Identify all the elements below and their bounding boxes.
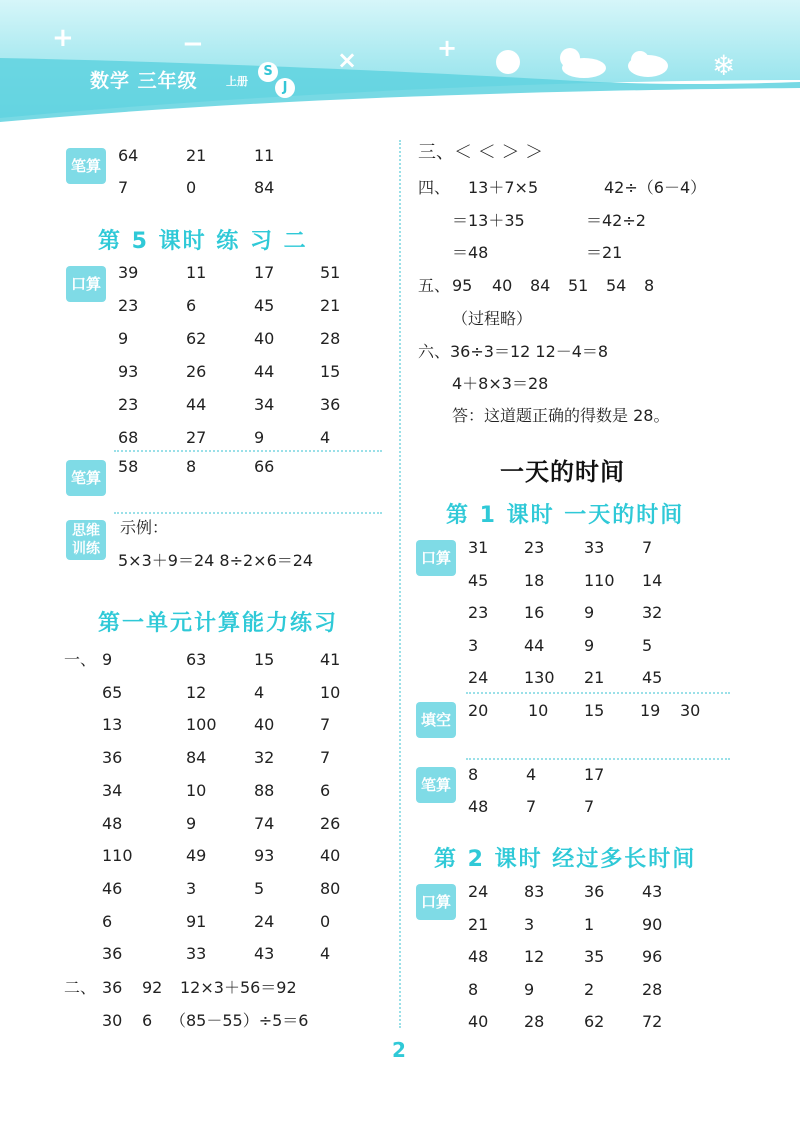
answer-equation: ＝42÷2	[586, 211, 646, 230]
answer-value: 10	[186, 780, 207, 800]
answer-value: 43	[254, 944, 275, 964]
answer-value: 54	[606, 276, 627, 295]
svg-text:+: +	[52, 23, 74, 53]
header-title: 数学 三年级	[90, 70, 198, 92]
answer-equation: ＝48	[452, 243, 489, 262]
answer-value: 90	[642, 914, 663, 934]
kousuan-label: 口算	[416, 884, 456, 920]
answer-value: 15	[254, 650, 275, 669]
answer-value: 35	[584, 947, 605, 966]
answer-equation: 13＋7×5	[468, 178, 539, 197]
answer-value: 3	[524, 914, 535, 934]
answer-value: 2	[584, 979, 595, 999]
answer-value: 80	[320, 878, 341, 898]
answer-value: 34	[102, 780, 123, 800]
answer-value: 4	[320, 428, 331, 447]
answer-value: 8	[468, 765, 479, 784]
answer-value: 14	[642, 570, 663, 590]
answer-value: 36	[102, 978, 123, 997]
question-marker: 一、	[64, 650, 97, 669]
answer-value: 9	[118, 329, 129, 348]
answer-value: 32	[642, 603, 663, 622]
answer-value: 66	[254, 457, 275, 476]
answer-value: 49	[186, 846, 207, 866]
answer-value: 7	[526, 797, 537, 816]
answer-value: 30	[680, 701, 701, 720]
answer-value: 45	[468, 570, 489, 590]
answer-value: 30	[102, 1011, 123, 1030]
answer-value: 21	[186, 146, 207, 165]
answer-value: 7	[584, 797, 595, 816]
page-header	[0, 0, 800, 125]
answer-value: 34	[254, 395, 275, 414]
svg-text:+: +	[437, 34, 458, 62]
answer-value: 62	[584, 1012, 605, 1031]
answer-value: 23	[468, 603, 489, 622]
answer-value: 44	[254, 362, 275, 381]
answer-value: 26	[186, 362, 207, 381]
answer-value: 5	[642, 635, 653, 655]
answer-value: 36	[320, 395, 341, 414]
q6-answer: 答：这道题正确的得数是 28。	[452, 406, 670, 425]
question-marker: 五、	[418, 276, 451, 295]
svg-text:−: −	[182, 29, 204, 59]
answer-value: 17	[254, 263, 275, 282]
answer-value: 15	[584, 701, 605, 720]
publisher-badge-j: J	[275, 78, 295, 98]
answer-value: 72	[642, 1012, 663, 1031]
answer-value: 74	[254, 813, 275, 833]
answer-value: 3	[186, 878, 197, 898]
header-volume: 上册	[226, 75, 248, 88]
answer-equation: ＝13＋35	[452, 211, 525, 230]
answer-value: 93	[118, 362, 139, 381]
answer-value: 9	[254, 428, 265, 447]
siwei-example-label: 示例：	[120, 518, 169, 537]
answer-value: 28	[320, 329, 341, 348]
answer-value: 36	[102, 944, 123, 964]
answer-value: 40	[492, 276, 513, 295]
answer-value: 24	[468, 668, 489, 687]
svg-text:×: ×	[337, 46, 358, 74]
answer-value: 15	[320, 362, 341, 381]
answer-value: 7	[320, 748, 331, 768]
answer-value: 11	[254, 146, 275, 165]
answer-value: 21	[468, 914, 489, 934]
answer-value: 62	[186, 329, 207, 348]
bisuan-label: 笔算	[66, 148, 106, 184]
answer-value: 51	[320, 263, 341, 282]
answer-value: 17	[584, 765, 605, 784]
lesson-2-title: 第 2 课时 经过多长时间	[434, 847, 697, 872]
answer-value: 33	[584, 538, 605, 557]
page-number: 2	[392, 1038, 406, 1062]
answer-value: 68	[118, 428, 139, 447]
answer-value: 130	[524, 668, 555, 687]
q6-line-1: 六、36÷3＝12 12－4＝8	[418, 342, 609, 361]
answer-value: 95	[452, 276, 473, 295]
answer-value: 16	[524, 603, 545, 622]
answer-value: 33	[186, 944, 207, 964]
section-divider	[466, 692, 730, 694]
answer-value: 9	[584, 635, 595, 655]
answer-value: 23	[118, 395, 139, 414]
answer-value: 8	[468, 979, 479, 999]
answer-equation: 42÷（6－4）	[604, 178, 707, 197]
answer-value: 28	[642, 979, 663, 999]
answer-value: 48	[468, 947, 489, 966]
siwei-label-line1: 思维	[72, 523, 100, 539]
answer-value: 9	[584, 603, 595, 622]
lesson-5-title: 第 5 课时 练 习 二	[98, 229, 308, 254]
answer-value: 44	[524, 635, 545, 655]
publisher-badge-s: S	[258, 62, 278, 82]
siwei-label	[66, 520, 106, 560]
section-divider	[114, 450, 382, 452]
answer-value: 12	[524, 947, 545, 966]
q5-note: （过程略）	[452, 309, 533, 328]
answer-value: 32	[254, 748, 275, 768]
answer-value: 44	[186, 395, 207, 414]
answer-value: 31	[468, 538, 489, 557]
answer-value: 39	[118, 263, 139, 282]
question-marker: 二、	[64, 978, 97, 997]
answer-value: 40	[320, 846, 341, 866]
siwei-equation: 5×3＋9＝24 8÷2×6＝24	[118, 551, 314, 570]
header-background	[0, 0, 800, 125]
answer-value: 19	[640, 701, 661, 720]
answer-value: 84	[186, 748, 207, 768]
answer-value: 36	[102, 748, 123, 768]
tiankong-label: 填空	[416, 702, 456, 738]
answer-equation: （85－55）÷5＝6	[170, 1011, 309, 1030]
section-divider	[114, 512, 382, 514]
answer-value: 48	[102, 813, 123, 833]
siwei-label-line2: 训练	[72, 541, 100, 557]
answer-value: 20	[468, 701, 489, 720]
answer-value: 93	[254, 846, 275, 866]
answer-value: 24	[254, 911, 275, 931]
column-divider	[399, 140, 401, 1028]
answer-value: 45	[642, 668, 663, 687]
answer-value: 96	[642, 947, 663, 966]
answer-value: 64	[118, 146, 139, 165]
answer-value: 63	[186, 650, 207, 669]
answer-value: 24	[468, 882, 489, 901]
answer-value: 5	[254, 878, 265, 898]
answer-value: 43	[642, 882, 663, 901]
answer-value: 51	[568, 276, 589, 295]
answer-value: 6	[102, 911, 113, 931]
answer-value: 11	[186, 263, 207, 282]
section-divider	[466, 758, 730, 760]
answer-value: 10	[320, 682, 341, 702]
answer-value: 40	[468, 1012, 489, 1031]
svg-text:❄: ❄	[712, 49, 736, 82]
answer-value: 7	[320, 715, 331, 735]
answer-value: 84	[530, 276, 551, 295]
answer-value: 7	[642, 538, 653, 557]
answer-value: 12	[186, 682, 207, 702]
answer-value: 23	[118, 296, 139, 315]
answer-value: 8	[186, 457, 197, 476]
chapter-title: 一天的时间	[500, 458, 625, 486]
answer-value: 40	[254, 715, 275, 735]
bisuan-label: 笔算	[66, 460, 106, 496]
answer-value: 91	[186, 911, 207, 931]
answer-value: 10	[528, 701, 549, 720]
answer-value: 110	[584, 570, 615, 590]
answer-value: 3	[468, 635, 479, 655]
kousuan-label: 口算	[66, 266, 106, 302]
answer-equation: ＝21	[586, 243, 623, 262]
answer-value: 18	[524, 570, 545, 590]
answer-value: 23	[524, 538, 545, 557]
answer-value: 9	[186, 813, 197, 833]
answer-value: 4	[526, 765, 537, 784]
answer-value: 65	[102, 682, 123, 702]
answer-value: 9	[102, 650, 113, 669]
answer-value: 6	[142, 1011, 153, 1030]
q6-line-2: 4＋8×3＝28	[452, 374, 549, 393]
answer-value: 7	[118, 178, 129, 197]
answer-value: 21	[320, 296, 341, 315]
answer-value: 21	[584, 668, 605, 687]
answer-value: 46	[102, 878, 123, 898]
answer-value: 6	[320, 780, 331, 800]
question-marker: 四、	[418, 178, 451, 197]
answer-value: 48	[468, 797, 489, 816]
answer-value: 4	[320, 944, 331, 964]
unit-1-title: 第一单元计算能力练习	[98, 611, 339, 636]
answer-value: 40	[254, 329, 275, 348]
answer-value: 4	[254, 682, 265, 702]
lesson-1-title: 第 1 课时 一天的时间	[446, 503, 685, 528]
answer-value: 1	[584, 914, 595, 934]
answer-value: 83	[524, 882, 545, 901]
answer-value: 41	[320, 650, 341, 669]
answer-value: 100	[186, 715, 217, 735]
answer-value: 8	[644, 276, 655, 295]
answer-value: 9	[524, 979, 535, 999]
answer-value: 0	[186, 178, 197, 197]
answer-value: 92	[142, 978, 163, 997]
answer-value: 36	[584, 882, 605, 901]
bisuan-label: 笔算	[416, 767, 456, 803]
answer-value: 28	[524, 1012, 545, 1031]
answer-value: 26	[320, 813, 341, 833]
answer-value: 58	[118, 457, 139, 476]
answer-value: 45	[254, 296, 275, 315]
answer-value: 27	[186, 428, 207, 447]
answer-value: 110	[102, 846, 133, 866]
answer-equation: 12×3＋56＝92	[180, 978, 297, 997]
answer-value: 0	[320, 911, 331, 931]
q3-answer: 三、＜ ＜ ＞ ＞	[418, 142, 544, 163]
kousuan-label: 口算	[416, 540, 456, 576]
answer-value: 13	[102, 715, 123, 735]
answer-value: 88	[254, 780, 275, 800]
answer-value: 84	[254, 178, 275, 197]
answer-value: 6	[186, 296, 197, 315]
